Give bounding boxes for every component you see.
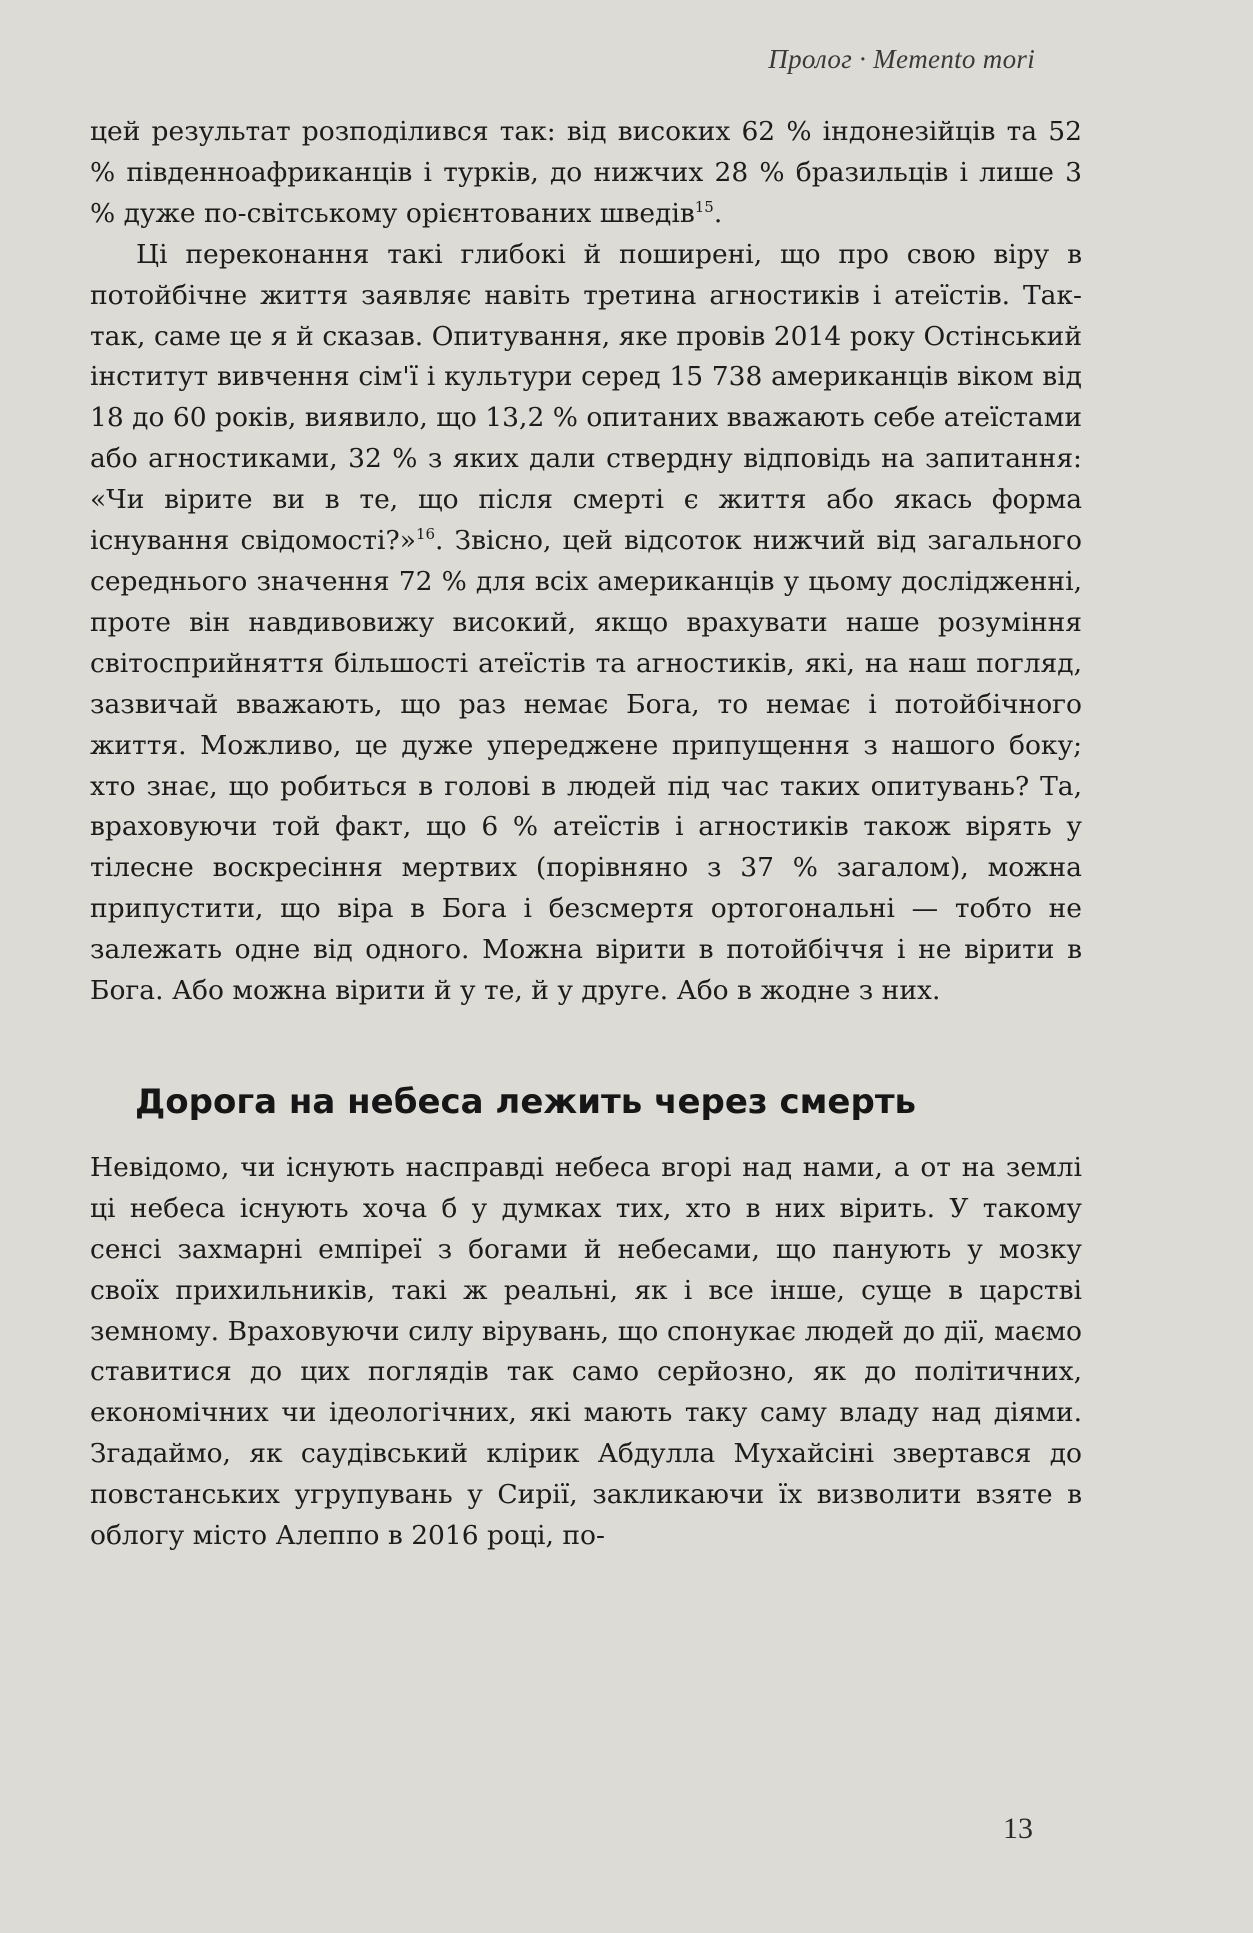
page-number: 13	[1003, 1812, 1033, 1845]
paragraph-text: цей результат розподілився так: від високих 62 % індонезійців та 52 % південноафриканців і турків, до нижчих 28 % бразильців і лише 3 % дуже по-світському орієнтованих шведів	[90, 116, 1082, 229]
section-heading: Дорога на небеса лежить через смерть	[135, 1081, 917, 1122]
paragraph-text-tail: .	[713, 197, 723, 229]
paragraph-text-tail: . Звісно, цей відсоток нижчий від загального середнього значення 72 % для всіх американців у цьому дослідженні, проте він навдивовижу високий, якщо врахувати наше розуміння світосприйняття більшості атеїстів та агностиків, які, на наш погляд, зазвичай вважають, що раз немає Бога, то немає і потойбічного життя. Можливо, це дуже упереджене припущення з нашого боку; хто знає, що робиться в голові в людей під час таких опитувань? Та, враховуючи той факт, що 6 % атеїстів і агностиків також вірять у тілесне воскресіння мертвих (порівняно з 37 % загалом), можна припустити, що віра в Бога і безсмертя ортогональні — тобто не залежать одне від одного. Можна вірити в потойбіччя і не вірити в Бога. Або можна вірити й у те, й у друге. Або в жодне з них.	[90, 525, 1082, 1007]
paragraph-continued	[90, 112, 1082, 235]
running-head: Пролог · Memento mori	[768, 44, 1035, 74]
footnote-ref: 15	[694, 197, 714, 216]
page-body	[90, 112, 1082, 1557]
paragraph-text: Ці переконання такі глибокі й поширені, що про свою віру в потойбічне життя заявляє навіть третина агностиків і атеїстів. Так-так, саме це я й сказав. Опитування, яке провів 2014 року Остінський інститут вивчення сім'ї і культури серед 15 738 американців віком від 18 до 60 років, виявило, що 13,2 % опитаних вважають себе атеїстами або агностиками, 32 % з яких дали ствердну відповідь на запитання: «Чи вірите ви в те, що після смерті є життя або якась форма існування свідомості?»	[90, 238, 1082, 557]
section-paragraph: Невідомо, чи існують насправді небеса вгорі над нами, а от на землі ці небеса існують хоча б у думках тих, хто в них вірить. У такому сенсі захмарні емпіреї з богами й небесами, що панують у мозку своїх прихильників, такі ж реальні, як і все інше, суще в царстві земному. Враховуючи силу вірувань, що спонукає людей до дії, маємо ставитися до цих поглядів так само серйозно, як до політичних, економічних чи ідеологічних, які мають таку саму владу над діями. Згадаймо, як саудівський клірик Абдулла Мухайсіні звертався до повстанських угрупувань у Сирії, закликаючи їх визволити взяте в облогу місто Алеппо в 2016 році, по-	[90, 1151, 1082, 1552]
paragraph	[90, 235, 1082, 1012]
footnote-ref: 16	[415, 525, 436, 544]
